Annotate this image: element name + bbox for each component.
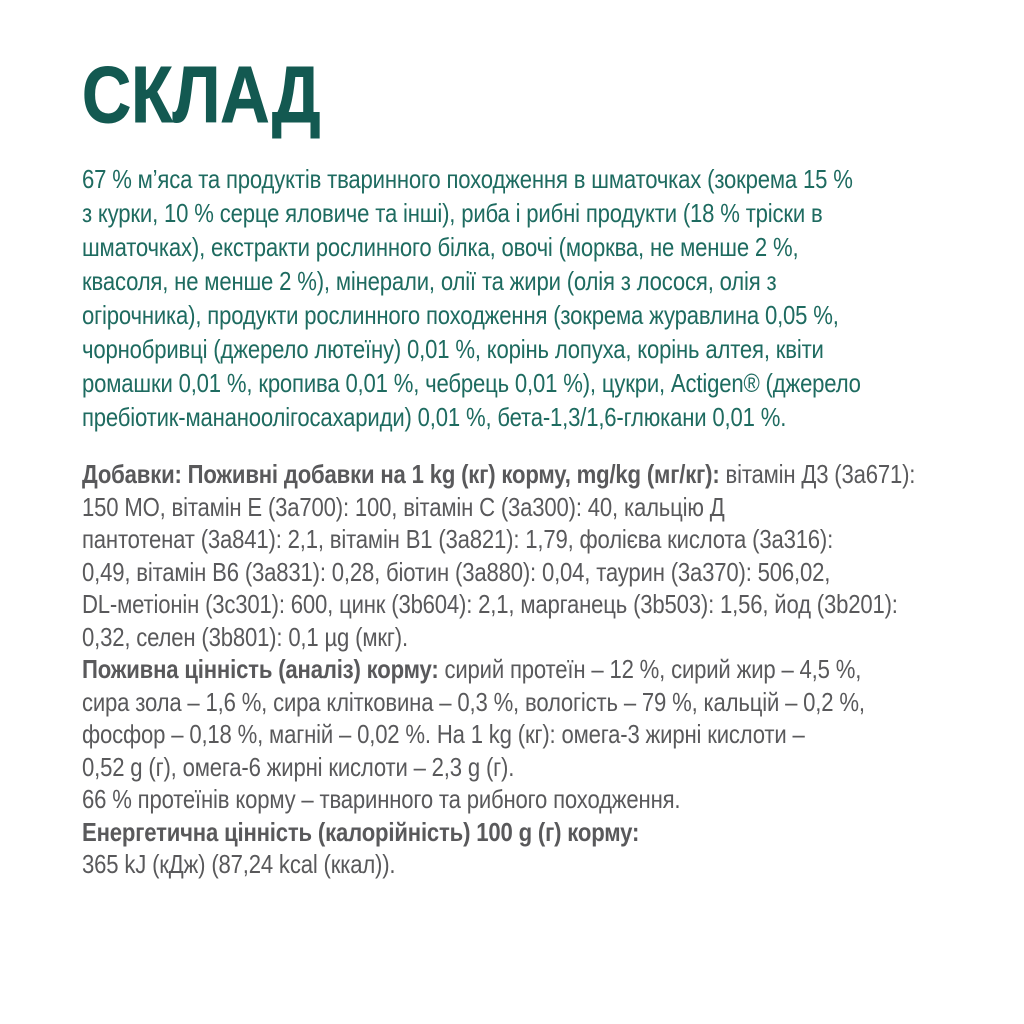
text-line xyxy=(82,230,849,264)
text-line xyxy=(82,588,898,621)
text-line xyxy=(82,400,849,434)
text-segment: сира зола – 1,6 %, сира клітковина – 0,3 %, вологість – 79 %, кальцій – 0,2 %, xyxy=(82,686,865,717)
text-line xyxy=(82,718,849,751)
bold-text-segment: Поживна цінність (аналіз) корму: xyxy=(82,654,439,684)
text-line xyxy=(82,783,849,816)
additives-nutrition-paragraph xyxy=(82,458,984,881)
text-line xyxy=(82,523,849,556)
text-segment: DL-метіонін (3c301): 600, цинк (3b604): 2,1, марганець (3b503): 1,56, йод (3b201): xyxy=(82,589,898,619)
text-segment: шматочках), екстракти рослинного білка, овочі (морква, не менше 2 %, xyxy=(82,232,799,262)
text-segment: 0,32, селен (3b801): 0,1 µg (мкг). xyxy=(82,621,408,652)
bold-text-segment: Добавки: Поживні добавки на 1 kg (кг) корму, mg/kg (мг/кг): xyxy=(82,459,720,489)
text-line xyxy=(82,621,849,654)
text-line xyxy=(82,491,849,524)
text-segment: сирий протеїн – 12 %, сирий жир – 4,5 %, xyxy=(438,654,862,684)
text-segment: 0,49, вітамін В6 (3a831): 0,28, біотин (3a880): 0,04, таурин (3a370): 506,02, xyxy=(82,556,831,587)
text-segment: пантотенат (3a841): 2,1, вітамін В1 (3a821): 1,79, фолієва кислота (3a316): xyxy=(82,524,834,554)
text-segment: з курки, 10 % серце яловиче та інші), риба і рибні продукти (18 % тріски в xyxy=(82,198,823,228)
text-segment: квасоля, не менше 2 %), мінерали, олії та жири (олія з лосося, олія з xyxy=(82,266,777,296)
text-line xyxy=(82,816,849,849)
text-line xyxy=(82,366,861,400)
text-line xyxy=(82,332,849,366)
text-segment: чорнобривці (джерело лютеїну) 0,01 %, корінь лопуха, корінь алтея, квіти xyxy=(82,334,824,364)
text-line xyxy=(82,848,849,881)
page-title: СКЛАД xyxy=(82,50,321,139)
text-line xyxy=(82,196,849,230)
text-line xyxy=(82,298,849,332)
text-segment: вітамін Д3 (3a671): xyxy=(719,459,916,489)
text-line xyxy=(82,751,849,784)
text-line xyxy=(82,162,853,196)
text-segment: 0,52 g (г), омега-6 жирні кислоти – 2,3 g (г). xyxy=(82,751,515,782)
text-line xyxy=(82,458,916,491)
text-line xyxy=(82,556,849,589)
text-segment: 365 kJ (кДж) (87,24 kcal (ккал)). xyxy=(82,849,396,879)
bold-text-segment: Енергетична цінність (калорійність) 100 g (г) корму: xyxy=(82,816,640,847)
text-segment: 150 МО, вітамін Е (3a700): 100, вітамін С (3a300): 40, кальцію Д xyxy=(82,491,725,522)
text-line xyxy=(82,653,862,686)
text-segment: 67 % м’яса та продуктів тваринного походження в шматочках (зокрема 15 % xyxy=(82,164,853,194)
text-segment: огірочника), продукти рослинного походження (зокрема журавлина 0,05 %, xyxy=(82,300,839,330)
text-line xyxy=(82,686,865,719)
text-segment: фосфор – 0,18 %, магній – 0,02 %. На 1 kg (кг): омега-3 жирні кислоти – xyxy=(82,719,805,749)
text-segment: ромашки 0,01 %, кропива 0,01 %, чебрець 0,01 %), цукри, Actigen® (джерело xyxy=(82,368,861,398)
text-line xyxy=(82,264,849,298)
ingredients-paragraph xyxy=(82,162,984,434)
text-segment: пребіотик-мананоолігосахариди) 0,01 %, бета-1,3/1,6-глюкани 0,01 %. xyxy=(82,402,787,432)
text-segment: 66 % протеїнів корму – тваринного та рибного походження. xyxy=(82,784,681,814)
